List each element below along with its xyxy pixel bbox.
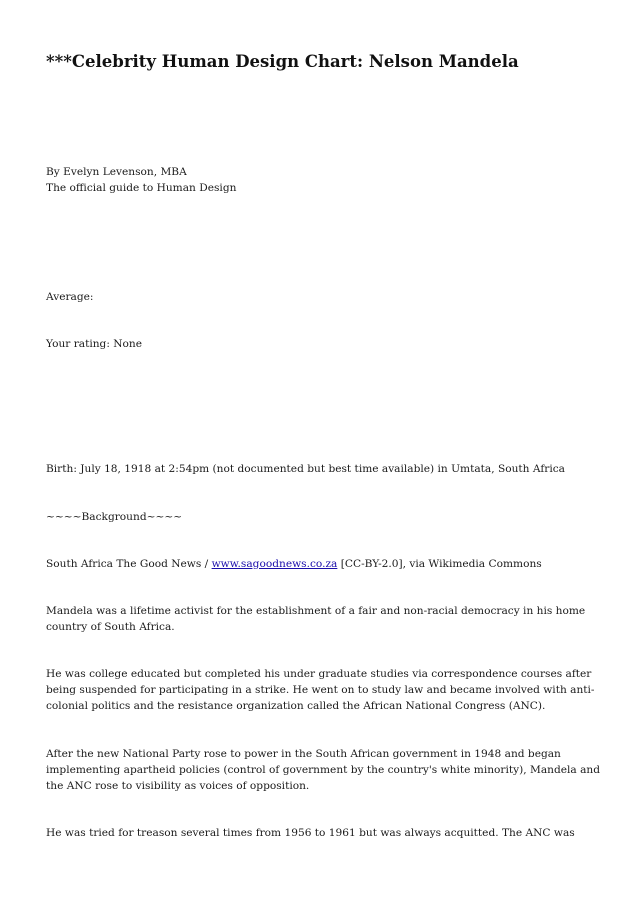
sagoodnews-link[interactable]: www.sagoodnews.co.za (211, 558, 338, 570)
paragraph-1: Mandela was a lifetime activist for the establishment of a fair and non-racial democracy in his home country of South Africa. (46, 605, 586, 633)
paragraph-2: He was college educated but completed his under graduate studies via correspondence courses after being suspended for participating in a strike. He went on to study law and became involved with anti-colonial politics and the resistance organization called the African National Congress (ANC). (46, 668, 595, 712)
byline-tagline: The official guide to Human Design (46, 182, 237, 194)
your-rating-text: Your rating: None (46, 338, 143, 350)
paragraph-4: He was tried for treason several times from 1956 to 1961 but was always acquitted. The ANC was (46, 827, 575, 839)
image-credit-suffix: [CC-BY-2.0], via Wikimedia Commons (337, 558, 542, 570)
birth-info: Birth: July 18, 1918 at 2:54pm (not documented but best time available) in Umtata, South Africa (46, 463, 565, 475)
page-title: ***Celebrity Human Design Chart: Nelson Mandela (46, 52, 519, 71)
byline-author: By Evelyn Levenson, MBA (46, 166, 187, 178)
background-section-heading: ~~~~Background~~~~ (46, 511, 183, 523)
image-credit (46, 556, 602, 572)
rating-average-label: Average: (46, 291, 94, 303)
image-credit-prefix: South Africa The Good News / (46, 558, 212, 570)
paragraph-3: After the new National Party rose to power in the South African government in 1948 and began implementing apartheid policies (control of government by the country's white minority), Mandela and the ANC rose to visibility as voices of opposition. (46, 748, 600, 792)
